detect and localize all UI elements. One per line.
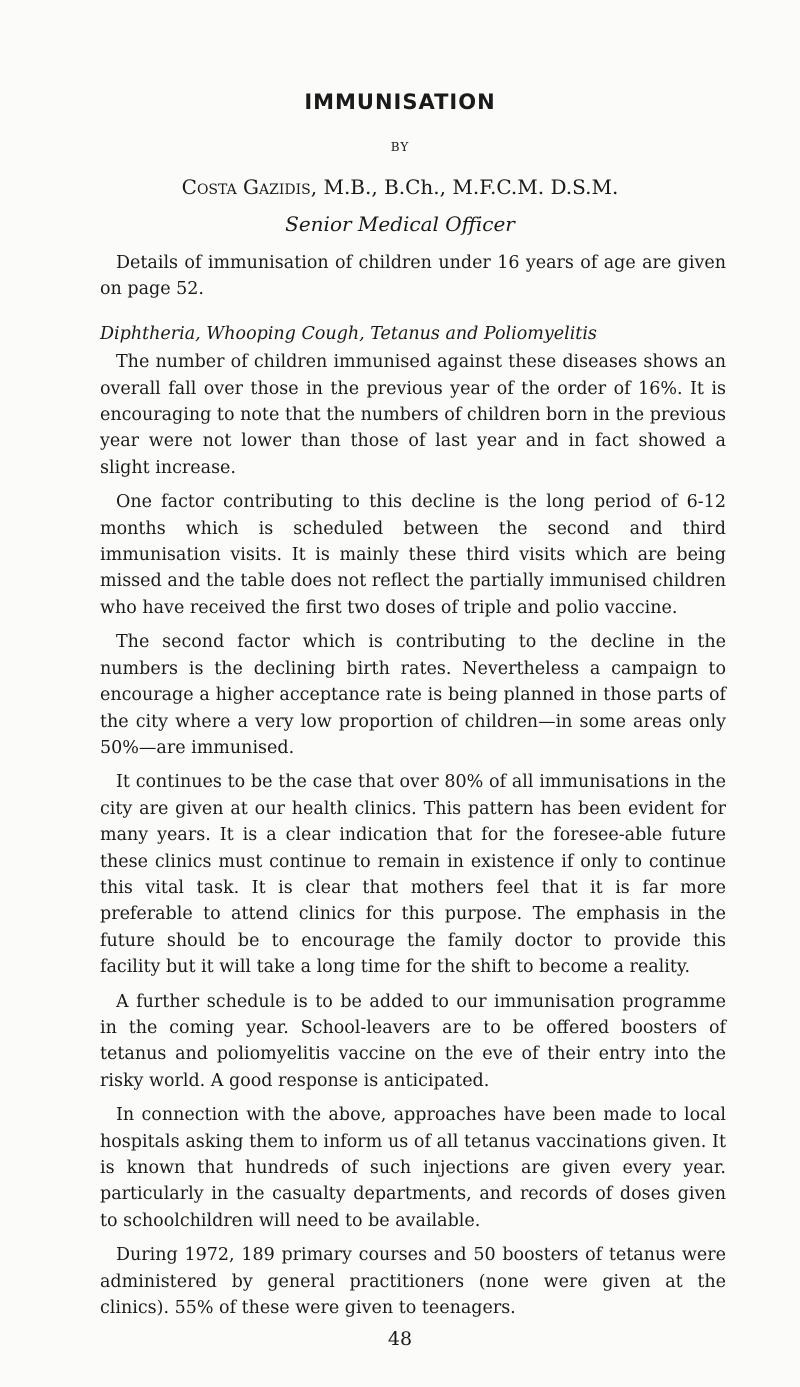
author-credentials: , M.B., B.Ch., M.F.C.M. D.S.M.: [310, 175, 619, 199]
paragraph: The number of children immunised against these diseases shows an overall fall over those in the previous year of the order of 16%. It is encouraging to note that the numbers of children born in the previous year were not lower than those of last year and in fact showed a slight increase.: [100, 352, 726, 478]
author-name: Costa Gazidis: [181, 175, 311, 199]
paragraph: It continues to be the case that over 80% of all immunisations in the city are given at our health clinics. This pattern has been evident for many years. It is a clear indication that for the foresee-able future these clinics must continue to remain in existence if only to continue this vital task. It is clear that mothers feel that it is far more preferable to attend clinics for this purpose. The emphasis in the future should be to encourage the family doctor to provide this facility but it will take a long time for the shift to become a reality.: [100, 772, 726, 978]
author-line: [0, 175, 800, 199]
section-heading: Diphtheria, Whooping Cough, Tetanus and Poliomyelitis: [100, 323, 597, 344]
page-number: 48: [387, 1328, 413, 1350]
author-role: Senior Medical Officer: [285, 212, 515, 236]
document-body: [100, 250, 726, 1329]
paragraph: A further schedule is to be added to our immunisation programme in the coming year. School-leavers are to be offered boosters of tetanus and poliomyelitis vaccine on the eve of their entry into the risky world. A good response is anticipated.: [100, 991, 726, 1091]
paragraph: In connection with the above, approaches have been made to local hospitals asking them to inform us of all tetanus vaccinations given. It is known that hundreds of such injections are given every year. particularly in the casualty departments, and records of doses given to schoolchildren will need to be available.: [100, 1105, 726, 1231]
document-title: IMMUNISATION: [304, 90, 496, 114]
byline-by: BY: [390, 140, 410, 154]
paragraph: One factor contributing to this decline is the long period of 6-12 months which is scheduled between the second and third immunisation visits. It is mainly these third visits which are being missed and the table does not reflect the partially immunised children who have received the first two doses of triple and polio vaccine.: [100, 492, 726, 618]
paragraph: During 1972, 189 primary courses and 50 boosters of tetanus were administered by general practitioners (none were given at the clinics). 55% of these were given to teenagers.: [100, 1245, 726, 1319]
intro-paragraph: Details of immunisation of children under 16 years of age are given on page 52.: [100, 253, 726, 300]
paragraph: The second factor which is contributing to the decline in the numbers is the declining birth rates. Nevertheless a campaign to encourage a higher acceptance rate is being planned in those parts of the city where a very low proportion of children—in some areas only 50%—are immunised.: [100, 632, 726, 758]
